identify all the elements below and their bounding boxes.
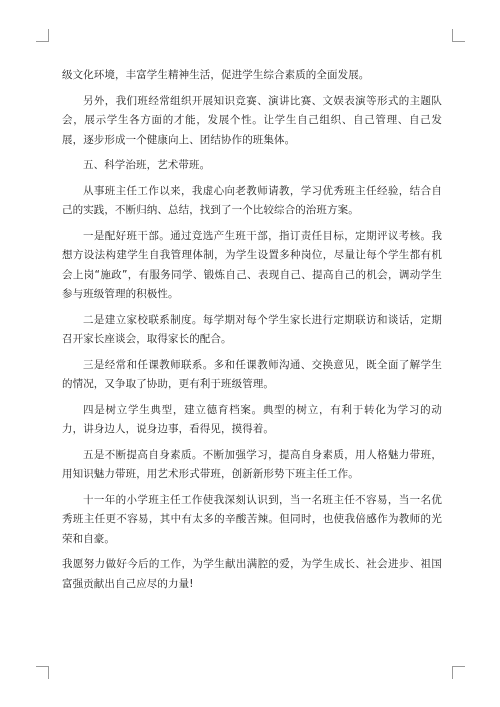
paragraph-closing: 我愿努力做好今后的工作，为学生献出满腔的爱，为学生成长、社会进步、祖国富强贡献出自己应尽的力量! bbox=[62, 558, 442, 590]
document-body bbox=[62, 66, 442, 600]
section-heading-five: 五、科学治班，艺术带班。 bbox=[83, 159, 211, 171]
crop-mark-top-right bbox=[452, 29, 465, 42]
paragraph-themed-activities: 另外，我们班经常组织开展知识竞赛、演讲比赛、文娱表演等形式的主题队会，展示学生各方面的才能，发展个性。让学生自己组织、自己管理、自己发展，逐步形成一个健康向上、团结协作的班集体。 bbox=[62, 94, 442, 146]
crop-mark-bottom-right bbox=[452, 666, 465, 679]
paragraph-self-improvement: 五是不断提高自身素质。不断加强学习，提高自身素质，用人格魅力带班，用知识魅力带班，用艺术形式带班，创新新形势下班主任工作。 bbox=[62, 448, 442, 480]
crop-mark-bottom-left bbox=[36, 666, 49, 679]
paragraph-class-cadres: 一是配好班干部。通过竞选产生班干部，指订责任目标，定期评议考核。我想方设法构建学生自我管理体制，为学生设置多种岗位，尽量让每个学生都有机会上岗“施政”，有服务同学、锻炼自己、表现自己、提高自己的机会，调动学生参与班级管理的积极性。 bbox=[62, 229, 442, 300]
paragraph-experience: 从事班主任工作以来，我虚心向老教师请教，学习优秀班主任经验，结合自己的实践，不断归纳、总结，找到了一个比较综合的治班方案。 bbox=[62, 184, 442, 216]
crop-mark-top-left bbox=[36, 29, 49, 42]
paragraph-reflection: 十一年的小学班主任工作使我深刻认识到，当一名班主任不容易，当一名优秀班主任更不容易，其中有太多的辛酸苦辣。但同时，也使我倍感作为教师的光荣和自豪。 bbox=[62, 493, 442, 545]
paragraph-teacher-contact: 三是经常和任课教师联系。多和任课教师沟通、交换意见，既全面了解学生的情况，又争取了协助，更有利于班级管理。 bbox=[62, 358, 442, 390]
paragraph-home-school: 二是建立家校联系制度。每学期对每个学生家长进行定期联访和谈话，定期召开家长座谈会，取得家长的配合。 bbox=[62, 313, 442, 345]
paragraph-role-models: 四是树立学生典型，建立德育档案。典型的树立，有利于转化为学习的动力，讲身边人，说身边事，看得见，摸得着。 bbox=[62, 403, 442, 435]
paragraph-continuation: 级文化环境，丰富学生精神生活，促进学生综合素质的全面发展。 bbox=[62, 69, 370, 81]
